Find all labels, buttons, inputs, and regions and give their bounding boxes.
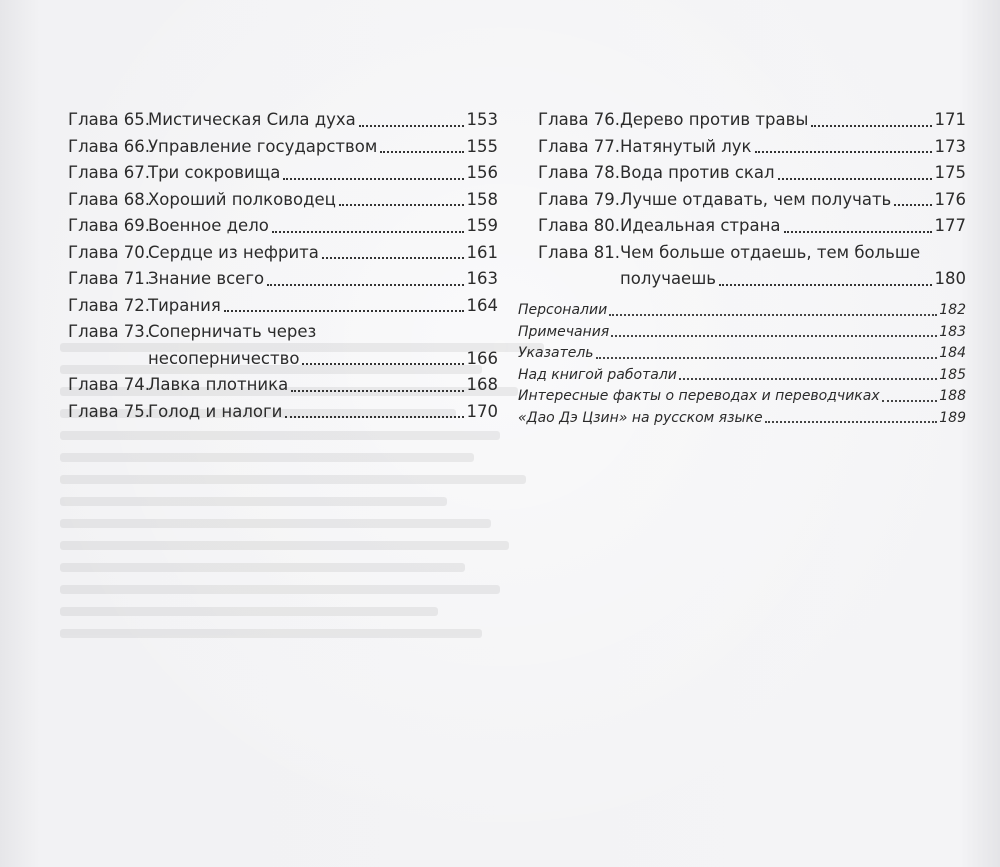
- toc-entry[interactable]: [538, 240, 966, 293]
- dot-leader: [611, 335, 937, 337]
- toc-appendix-entry[interactable]: [518, 300, 966, 322]
- chapter-number: Глава 69.: [68, 216, 151, 235]
- toc-entry[interactable]: [68, 213, 498, 240]
- dot-leader: [285, 416, 463, 418]
- toc-entry[interactable]: [68, 134, 498, 161]
- page-number: 155: [466, 136, 498, 156]
- toc-appendix-entry[interactable]: [518, 343, 966, 365]
- page-number: 173: [934, 136, 966, 156]
- toc-entry[interactable]: [538, 134, 966, 161]
- dot-leader: [302, 363, 463, 365]
- chapter-title: Военное дело: [148, 216, 269, 235]
- page-number: 188: [939, 388, 966, 404]
- chapter-title-continued: получаешь: [620, 269, 717, 288]
- page-number: 183: [939, 323, 966, 340]
- page-number: 164: [466, 295, 498, 315]
- dot-leader: [322, 257, 464, 259]
- dot-leader: [765, 421, 938, 423]
- page-number: 158: [466, 189, 498, 209]
- toc-entry[interactable]: [538, 213, 966, 240]
- toc-entry[interactable]: [68, 319, 498, 372]
- chapter-title: Три сокровища: [148, 163, 281, 182]
- appendix-title: Персоналии: [518, 302, 608, 318]
- toc-entry[interactable]: [68, 399, 498, 426]
- toc-entry[interactable]: [68, 266, 498, 293]
- page-number: 185: [939, 366, 966, 383]
- chapter-title-continued: несоперничество: [148, 348, 300, 368]
- toc-entry[interactable]: [68, 187, 498, 214]
- page-number: 176: [934, 189, 966, 209]
- page-number: 161: [466, 242, 498, 262]
- page-number: 180: [934, 269, 966, 288]
- dot-leader: [811, 125, 931, 127]
- chapter-number: Глава 78.: [538, 163, 621, 182]
- toc-right-column: [538, 107, 966, 293]
- dot-leader: [359, 125, 464, 127]
- chapter-title: Чем больше отдаешь, тем больше: [620, 242, 921, 262]
- chapter-title: Знание всего: [148, 269, 265, 288]
- chapter-number: Глава 71.: [68, 269, 151, 288]
- toc-left-column: [68, 107, 498, 425]
- toc-entry[interactable]: [68, 240, 498, 267]
- toc-entry[interactable]: [68, 160, 498, 187]
- dot-leader: [755, 151, 932, 153]
- page-number: 182: [939, 302, 966, 318]
- page-number: 170: [466, 401, 498, 421]
- chapter-number: Глава 70.: [68, 242, 151, 262]
- chapter-title: Лавка плотника: [148, 375, 289, 394]
- dot-leader: [679, 378, 937, 380]
- dot-leader: [224, 310, 464, 312]
- appendix-title: Над книгой работали: [518, 366, 677, 383]
- dot-leader: [283, 178, 463, 180]
- toc-appendix-entry[interactable]: [518, 322, 966, 344]
- chapter-number: Глава 76.: [538, 110, 621, 129]
- chapter-title: Вода против скал: [620, 163, 775, 182]
- toc-appendix-entry[interactable]: [518, 365, 966, 387]
- chapter-title: Голод и налоги: [148, 401, 283, 421]
- chapter-title: Тирания: [148, 295, 221, 315]
- page-number: 184: [939, 345, 966, 361]
- chapter-number: Глава 66.: [68, 136, 151, 156]
- dot-leader: [609, 314, 937, 316]
- dot-leader: [380, 151, 463, 153]
- dot-leader: [894, 204, 931, 206]
- chapter-number: Глава 79.: [538, 189, 621, 209]
- chapter-number: Глава 68.: [68, 189, 151, 209]
- toc-entry[interactable]: [538, 187, 966, 214]
- chapter-title: Соперничать через: [148, 322, 317, 341]
- page-number: 153: [466, 110, 498, 129]
- chapter-title: Натянутый лук: [620, 136, 752, 156]
- dot-leader: [778, 178, 932, 180]
- chapter-number: Глава 75.: [68, 401, 151, 421]
- toc-appendix-entry[interactable]: [518, 386, 966, 408]
- page-number: 177: [934, 216, 966, 235]
- toc-appendix-list: [518, 300, 966, 429]
- dot-leader: [272, 231, 464, 233]
- toc-entry[interactable]: [68, 372, 498, 399]
- appendix-title: Примечания: [518, 323, 610, 340]
- toc-entry[interactable]: [538, 107, 966, 134]
- dot-leader: [339, 204, 464, 206]
- chapter-title: Идеальная страна: [620, 216, 781, 235]
- page-number: 159: [466, 216, 498, 235]
- dot-leader: [719, 284, 931, 286]
- toc-entry[interactable]: [68, 107, 498, 134]
- page-number: 175: [934, 163, 966, 182]
- appendix-title: Интересные факты о переводах и переводчиках: [518, 388, 880, 404]
- toc-entry[interactable]: [538, 160, 966, 187]
- page-number: 163: [466, 269, 498, 288]
- dot-leader: [882, 400, 938, 402]
- page-number: 156: [466, 163, 498, 182]
- chapter-title: Дерево против травы: [620, 110, 809, 129]
- chapter-title: Мистическая Сила духа: [148, 110, 356, 129]
- dot-leader: [596, 357, 938, 359]
- chapter-number: Глава 67.: [68, 163, 151, 182]
- chapter-title: Сердце из нефрита: [148, 242, 319, 262]
- toc-entry[interactable]: [68, 293, 498, 320]
- page-number: 189: [939, 409, 966, 426]
- dot-leader: [291, 390, 463, 392]
- chapter-number: Глава 77.: [538, 136, 621, 156]
- chapter-number: Глава 73.: [68, 322, 151, 341]
- dot-leader: [784, 231, 932, 233]
- page-number: 168: [466, 375, 498, 394]
- page-number: 171: [934, 110, 966, 129]
- appendix-title: «Дао Дэ Цзин» на русском языке: [518, 409, 763, 426]
- appendix-title: Указатель: [518, 345, 594, 361]
- chapter-number: Глава 81.: [538, 242, 621, 262]
- chapter-title: Управление государством: [148, 136, 378, 156]
- chapter-number: Глава 80.: [538, 216, 621, 235]
- chapter-number: Глава 65.: [68, 110, 151, 129]
- chapter-title: Хороший полководец: [148, 189, 336, 209]
- toc-appendix-entry[interactable]: [518, 408, 966, 430]
- dot-leader: [267, 284, 463, 286]
- chapter-number: Глава 72.: [68, 295, 151, 315]
- chapter-title: Лучше отдавать, чем получать: [620, 189, 892, 209]
- chapter-number: Глава 74.: [68, 375, 151, 394]
- page-number: 166: [466, 348, 498, 368]
